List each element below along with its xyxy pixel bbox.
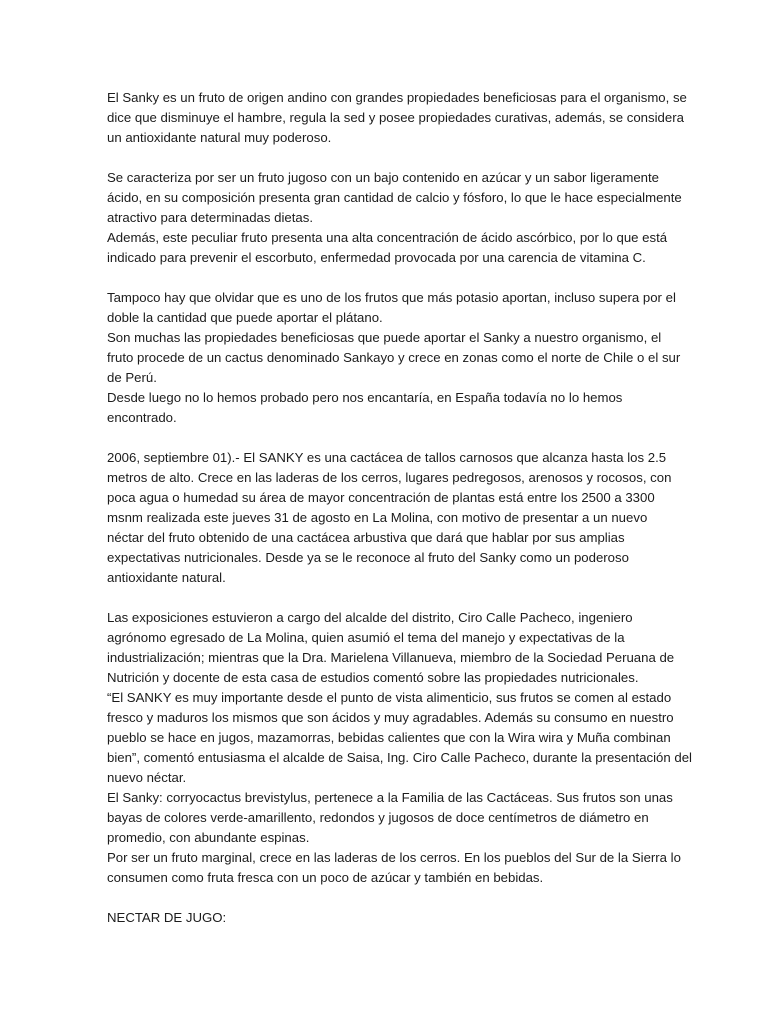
document-page: [107, 88, 692, 928]
text-line: Por ser un fruto marginal, crece en las laderas de los cerros. En los pueblos del Sur de la Sierra lo: [107, 850, 681, 865]
text-line: expectativas nutricionales. Desde ya se le reconoce al fruto del Sanky como un poderoso: [107, 550, 629, 565]
text-line: Además, este peculiar fruto presenta una alta concentración de ácido ascórbico, por lo que está: [107, 230, 668, 245]
text-line: msnm realizada este jueves 31 de agosto en La Molina, con motivo de presentar a un nuevo: [107, 510, 648, 525]
text-line: indicado para prevenir el escorbuto, enfermedad provocada por una carencia de vitamina C.: [107, 250, 646, 265]
text-line: “El SANKY es muy importante desde el punto de vista alimenticio, sus frutos se comen al estado: [107, 690, 672, 705]
text-line: ácido, en su composición presenta gran cantidad de calcio y fósforo, lo que le hace especialmente: [107, 190, 682, 205]
text-line: bayas de colores verde-amarillento, redondos y jugosos de doce centímetros de diámetro en: [107, 810, 649, 825]
text-line: néctar del fruto obtenido de una cactácea arbustiva que dará que hablar por sus amplias: [107, 530, 625, 545]
text-line: atractivo para determinadas dietas.: [107, 210, 313, 225]
text-line: poca agua o humedad su área de mayor concentración de plantas está entre los 2500 a 3300: [107, 490, 655, 505]
paragraph-news-2006: [107, 448, 672, 588]
text-line: un antioxidante natural muy poderoso.: [107, 130, 332, 145]
text-line: metros de alto. Crece en las laderas de los cerros, lugares pedregosos, arenosos y rocosos, con: [107, 470, 672, 485]
text-line: pueblo se hace en jugos, mazamorras, bebidas calientes que con la Wira wira y Muña combinan: [107, 730, 671, 745]
text-line: industrialización; mientras que la Dra. Marielena Villanueva, miembro de la Sociedad Peruana de: [107, 650, 675, 665]
text-line: agrónomo egresado de La Molina, quien asumió el tema del manejo y expectativas de la: [107, 630, 625, 645]
paragraph-intro: [107, 88, 687, 148]
text-line: encontrado.: [107, 410, 177, 425]
text-line: antioxidante natural.: [107, 570, 226, 585]
text-line: Las exposiciones estuvieron a cargo del alcalde del distrito, Ciro Calle Pacheco, ingeniero: [107, 610, 633, 625]
text-line: bien”, comentó entusiasma el alcalde de Saisa, Ing. Ciro Calle Pacheco, durante la presentación del: [107, 750, 692, 765]
text-line: doble la cantidad que puede aportar el plátano.: [107, 310, 383, 325]
text-line: fruto procede de un cactus denominado Sankayo y crece en zonas como el norte de Chile o el sur: [107, 350, 681, 365]
text-line: promedio, con abundante espinas.: [107, 830, 310, 845]
text-line: fresco y maduros los mismos que son ácidos y muy agradables. Además su consumo en nuestro: [107, 710, 674, 725]
text-line: nuevo néctar.: [107, 770, 187, 785]
text-line: Desde luego no lo hemos probado pero nos encantaría, en España todavía no lo hemos: [107, 390, 623, 405]
text-line: Se caracteriza por ser un fruto jugoso con un bajo contenido en azúcar y un sabor ligeramente: [107, 170, 660, 185]
paragraph-characteristics: [107, 168, 682, 268]
text-line: dice que disminuye el hambre, regula la sed y posee propiedades curativas, además, se considera: [107, 110, 684, 125]
text-line: Nutrición y docente de esta casa de estudios comentó sobre las propiedades nutricionales.: [107, 670, 639, 685]
section-heading-nectar: NECTAR DE JUGO:: [107, 910, 227, 925]
text-line: El Sanky es un fruto de origen andino con grandes propiedades beneficiosas para el organismo, se: [107, 90, 687, 105]
paragraph-exhibitions: [107, 608, 692, 888]
text-line: El Sanky: corryocactus brevistylus, pertenece a la Familia de las Cactáceas. Sus frutos son unas: [107, 790, 673, 805]
text-line: Son muchas las propiedades beneficiosas que puede aportar el Sanky a nuestro organismo, el: [107, 330, 662, 345]
text-line: 2006, septiembre 01).- El SANKY es una cactácea de tallos carnosos que alcanza hasta los 2.5: [107, 450, 667, 465]
text-line: de Perú.: [107, 370, 157, 385]
text-line: consumen como fruta fresca con un poco de azúcar y también en bebidas.: [107, 870, 544, 885]
text-line: Tampoco hay que olvidar que es uno de los frutos que más potasio aportan, incluso supera por el: [107, 290, 676, 305]
paragraph-potassium: [107, 288, 681, 428]
